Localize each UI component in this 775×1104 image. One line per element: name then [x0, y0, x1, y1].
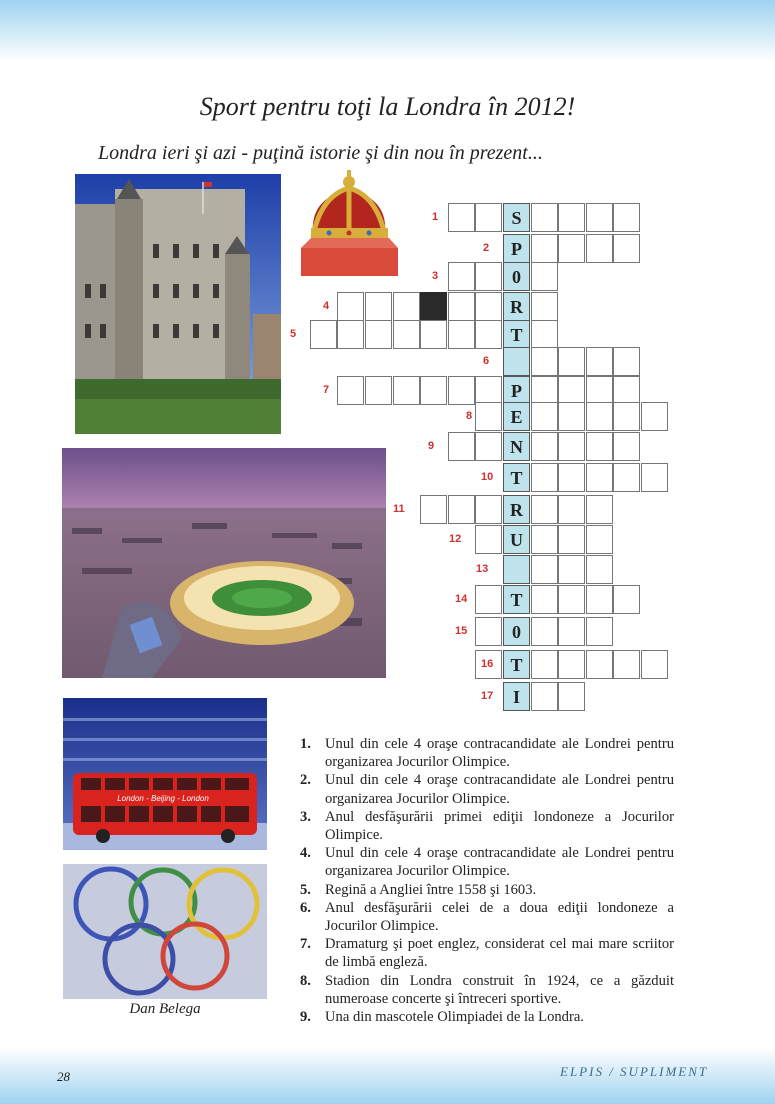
page-number: 28 [57, 1069, 70, 1084]
crossword-cell [475, 262, 502, 291]
crossword-row-number: 9 [428, 440, 435, 452]
crossword-cell [531, 262, 558, 291]
crossword-row-number: 2 [483, 242, 490, 254]
crossword-row-number: 11 [393, 503, 405, 515]
crossword-cell [475, 320, 502, 349]
crossword-cell [613, 376, 640, 405]
crossword-cell [558, 555, 585, 584]
crossword-cell [337, 292, 364, 321]
clue-item [300, 808, 674, 844]
crossword-cell [586, 585, 613, 614]
crossword-cell [531, 320, 558, 349]
crossword-cell [558, 432, 585, 461]
crossword-cell [613, 432, 640, 461]
page-subtitle: Londra ieri şi azi - puţină istorie şi din nou în prezent... [98, 142, 543, 164]
crossword-cell [475, 525, 502, 554]
crossword-cell [531, 432, 558, 461]
crossword-cell [531, 650, 558, 679]
crossword-cell [448, 495, 475, 524]
crossword-cell [558, 650, 585, 679]
crossword-cell [586, 402, 613, 431]
crossword-cell [448, 432, 475, 461]
crossword-cell [531, 463, 558, 492]
crossword-cell [613, 650, 640, 679]
crossword-cell [475, 617, 502, 646]
crossword-key-black-cell [503, 347, 530, 376]
crossword-cell [586, 463, 613, 492]
crossword-key-cell: T [503, 463, 530, 492]
crossword-row-number: 8 [466, 410, 473, 422]
crossword-key-cell: R [503, 292, 530, 321]
crossword-cell [586, 432, 613, 461]
crossword-cell [586, 376, 613, 405]
crossword-cell [475, 432, 502, 461]
clue-text: Unul din cele 4 oraşe contracandidate ale Londrei pentru organizarea Jocurilor Olimpice. [325, 772, 674, 807]
london-bus-photo [63, 698, 267, 850]
clue-item [300, 1008, 674, 1026]
clue-number: 8. [300, 972, 311, 989]
crossword-cell [558, 234, 585, 263]
crossword-key-cell: P [503, 234, 530, 263]
crossword-cell [531, 585, 558, 614]
crossword-key-cell: N [503, 432, 530, 461]
crossword-key-cell: 0 [503, 262, 530, 291]
crossword-cell [420, 495, 447, 524]
crossword-row-number: 4 [323, 300, 330, 312]
crossword-cell [586, 347, 613, 376]
crossword-row-number: 1 [432, 211, 439, 223]
crossword-row-number: 15 [455, 625, 468, 637]
crossword-cell [613, 402, 640, 431]
clue-item [300, 771, 674, 807]
crossword-cell [531, 234, 558, 263]
clue-text: Unul din cele 4 oraşe contracandidate ale Londrei pentru organizarea Jocurilor Olimpice. [325, 736, 674, 771]
crossword-cell [586, 525, 613, 554]
clue-text: Una din mascotele Olimpiadei de la Londra. [325, 1009, 584, 1026]
crossword-row-number: 7 [323, 384, 330, 396]
crossword-cell [393, 376, 420, 405]
clue-item [300, 935, 674, 971]
crossword-key-black-cell [503, 555, 530, 584]
clue-number: 3. [300, 808, 311, 825]
crossword-key-cell: I [503, 682, 530, 711]
crossword-cell [448, 262, 475, 291]
crossword-cell [613, 203, 640, 232]
clue-number: 5. [300, 881, 311, 898]
crossword-key-cell: E [503, 402, 530, 431]
crossword-cell [475, 402, 502, 431]
crossword-row-number: 6 [483, 355, 490, 367]
crossword-cell [448, 320, 475, 349]
clue-number: 1. [300, 736, 311, 752]
crossword-cell [586, 617, 613, 646]
crossword-cell [558, 617, 585, 646]
magazine-name: ELPIS / SUPLIMENT [560, 1064, 709, 1079]
crossword-cell [475, 585, 502, 614]
crossword-cell [531, 525, 558, 554]
crossword-cell [531, 347, 558, 376]
crossword-cell [531, 203, 558, 232]
crossword-cell [613, 585, 640, 614]
crossword-cell [475, 495, 502, 524]
crossword-cell [613, 234, 640, 263]
crossword-row-number: 13 [476, 563, 489, 575]
crossword-key-cell: U [503, 525, 530, 554]
crossword-cell [420, 376, 447, 405]
crossword-cell [531, 292, 558, 321]
crossword-cell [475, 203, 502, 232]
clue-item [300, 881, 674, 899]
crossword-cell [531, 555, 558, 584]
crossword-cell [586, 555, 613, 584]
clue-item [300, 735, 674, 771]
crossword-cell [586, 495, 613, 524]
olympic-rings-drawing [63, 864, 267, 999]
clue-text: Anul desfăşurării celei de a doua ediţii londoneze a Jocurilor Olimpice. [325, 899, 674, 935]
crossword-black-cell [420, 292, 447, 321]
crossword-row-number: 17 [481, 690, 494, 702]
clue-number: 2. [300, 772, 311, 789]
crossword-cell [337, 320, 364, 349]
crossword-cell [558, 347, 585, 376]
clue-item [300, 972, 674, 1008]
crossword-cell [420, 320, 447, 349]
crossword-key-cell: P [503, 376, 530, 405]
crossword-key-cell: T [503, 650, 530, 679]
clue-item [300, 899, 674, 935]
crossword-key-cell: 0 [503, 617, 530, 646]
crossword-cell [531, 376, 558, 405]
crossword-cell [393, 292, 420, 321]
clue-item [300, 844, 674, 880]
clue-number: 4. [300, 845, 311, 862]
crossword-cell [613, 347, 640, 376]
crossword-cell [558, 203, 585, 232]
crossword-row-number: 16 [481, 658, 494, 670]
crossword-cell [558, 463, 585, 492]
crossword-cell [558, 585, 585, 614]
crossword-key-cell: T [503, 585, 530, 614]
crossword-cell [586, 203, 613, 232]
crossword-cell [448, 292, 475, 321]
crossword-cell [586, 650, 613, 679]
crossword-cell [365, 292, 392, 321]
crossword-cell [558, 682, 585, 711]
crossword-cell [558, 495, 585, 524]
crossword-cell [337, 376, 364, 405]
crossword-cell [558, 402, 585, 431]
crossword-cell [558, 376, 585, 405]
crossword-cell [393, 320, 420, 349]
crossword-row-number: 5 [290, 328, 297, 340]
crossword-cell [531, 617, 558, 646]
crossword-key-cell: T [503, 320, 530, 349]
crossword-cell [531, 402, 558, 431]
crossword-row-number: 3 [432, 270, 439, 282]
crossword-key-cell: S [503, 203, 530, 232]
crossword-cell [531, 495, 558, 524]
clue-text: Dramaturg şi poet englez, considerat cel mai mare scriitor de limbă engleză. [325, 936, 674, 971]
bus-sign-text: London - Beijing - London [117, 794, 209, 803]
image-caption: Dan Belega [129, 1001, 201, 1017]
crossword-cell [448, 376, 475, 405]
crossword-cell [531, 682, 558, 711]
crossword-cell [475, 292, 502, 321]
crossword-row-number: 14 [455, 593, 468, 605]
clue-number: 9. [300, 1009, 311, 1026]
crossword-cell [641, 402, 668, 431]
clue-number: 6. [300, 899, 311, 916]
crossword-cell [613, 463, 640, 492]
clue-text: Anul desfăşurării primei ediţii londoneze a Jocurilor Olimpice. [325, 808, 674, 844]
clue-number: 7. [300, 936, 311, 953]
crossword-cell [558, 525, 585, 554]
crossword-cell [448, 203, 475, 232]
clue-text: Stadion din Londra construit în 1924, ce a găzduit numeroase concerte şi întreceri sportive. [325, 972, 674, 1007]
crossword-row-number: 12 [449, 533, 462, 545]
crossword-cell [365, 320, 392, 349]
page-title: Sport pentru toţi la Londra în 2012! [199, 92, 576, 121]
crossword-cell [365, 376, 392, 405]
clue-text: Unul din cele 4 oraşe contracandidate ale Londrei pentru organizarea Jocurilor Olimpice. [325, 845, 674, 880]
clue-text: Regină a Angliei între 1558 şi 1603. [325, 881, 537, 898]
clue-list [300, 735, 674, 1026]
crossword-cell [475, 376, 502, 405]
crossword-cell [641, 650, 668, 679]
crossword-cell [641, 463, 668, 492]
crossword-key-cell: R [503, 495, 530, 524]
crossword-row-number: 10 [481, 471, 494, 483]
crossword-cell [586, 234, 613, 263]
crossword-cell [310, 320, 337, 349]
